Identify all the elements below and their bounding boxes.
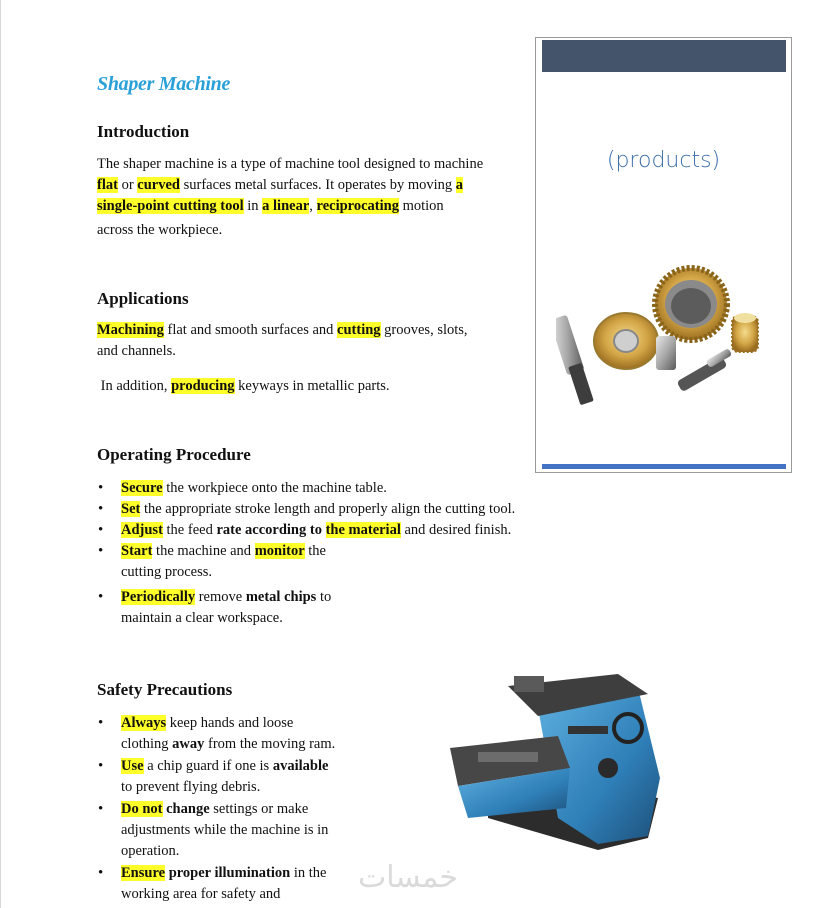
list-item: • Ensure proper illumination in the working area for safety and: [97, 863, 377, 905]
introduction-heading: Introduction: [97, 122, 190, 141]
applications-heading: Applications: [97, 289, 189, 308]
list-item: • Do not change settings or make adjustments while the machine is in operation.: [97, 799, 377, 862]
sidebar-top-bar: [542, 40, 786, 72]
operating-procedure-heading: Operating Procedure: [97, 445, 251, 464]
page-edge: [0, 0, 1, 908]
shaper-machine-image: [448, 668, 674, 850]
list-item: • Secure the workpiece onto the machine table.: [97, 478, 567, 499]
products-sidebar: [535, 37, 792, 473]
document-title: Shaper Machine: [97, 73, 231, 95]
gear-and-tool-parts-image: [556, 256, 776, 416]
list-item: • Set the appropriate stroke length and properly align the cutting tool.: [97, 499, 567, 520]
applications-paragraph-1: Machining flat and smooth surfaces and cutting grooves, slots, and channels.: [97, 322, 468, 359]
list-item: • Periodically remove metal chips to maintain a clear workspace.: [97, 587, 567, 629]
introduction-paragraph: The shaper machine is a type of machine tool designed to machine flat or curved surfaces metal surfaces. It operates by moving a single-point cutting tool in a linear, reciprocating motion across the workpiece.: [97, 156, 484, 238]
watermark-logo: خمسات: [358, 860, 459, 895]
list-item: • Adjust the feed rate according to the material and desired finish.: [97, 520, 567, 541]
list-item: • Always keep hands and loose clothing away from the moving ram.: [97, 713, 377, 755]
procedure-list: [97, 478, 567, 629]
safety-precautions-heading: Safety Precautions: [97, 680, 233, 699]
list-item: • Use a chip guard if one is available to prevent flying debris.: [97, 756, 377, 798]
applications-paragraph-2: In addition, producing keyways in metallic parts.: [97, 378, 390, 394]
list-item: • Start the machine and monitor the cutting process.: [97, 541, 567, 583]
sidebar-bottom-bar: [542, 464, 786, 469]
safety-list: [97, 713, 377, 905]
products-caption: (products): [606, 148, 721, 173]
